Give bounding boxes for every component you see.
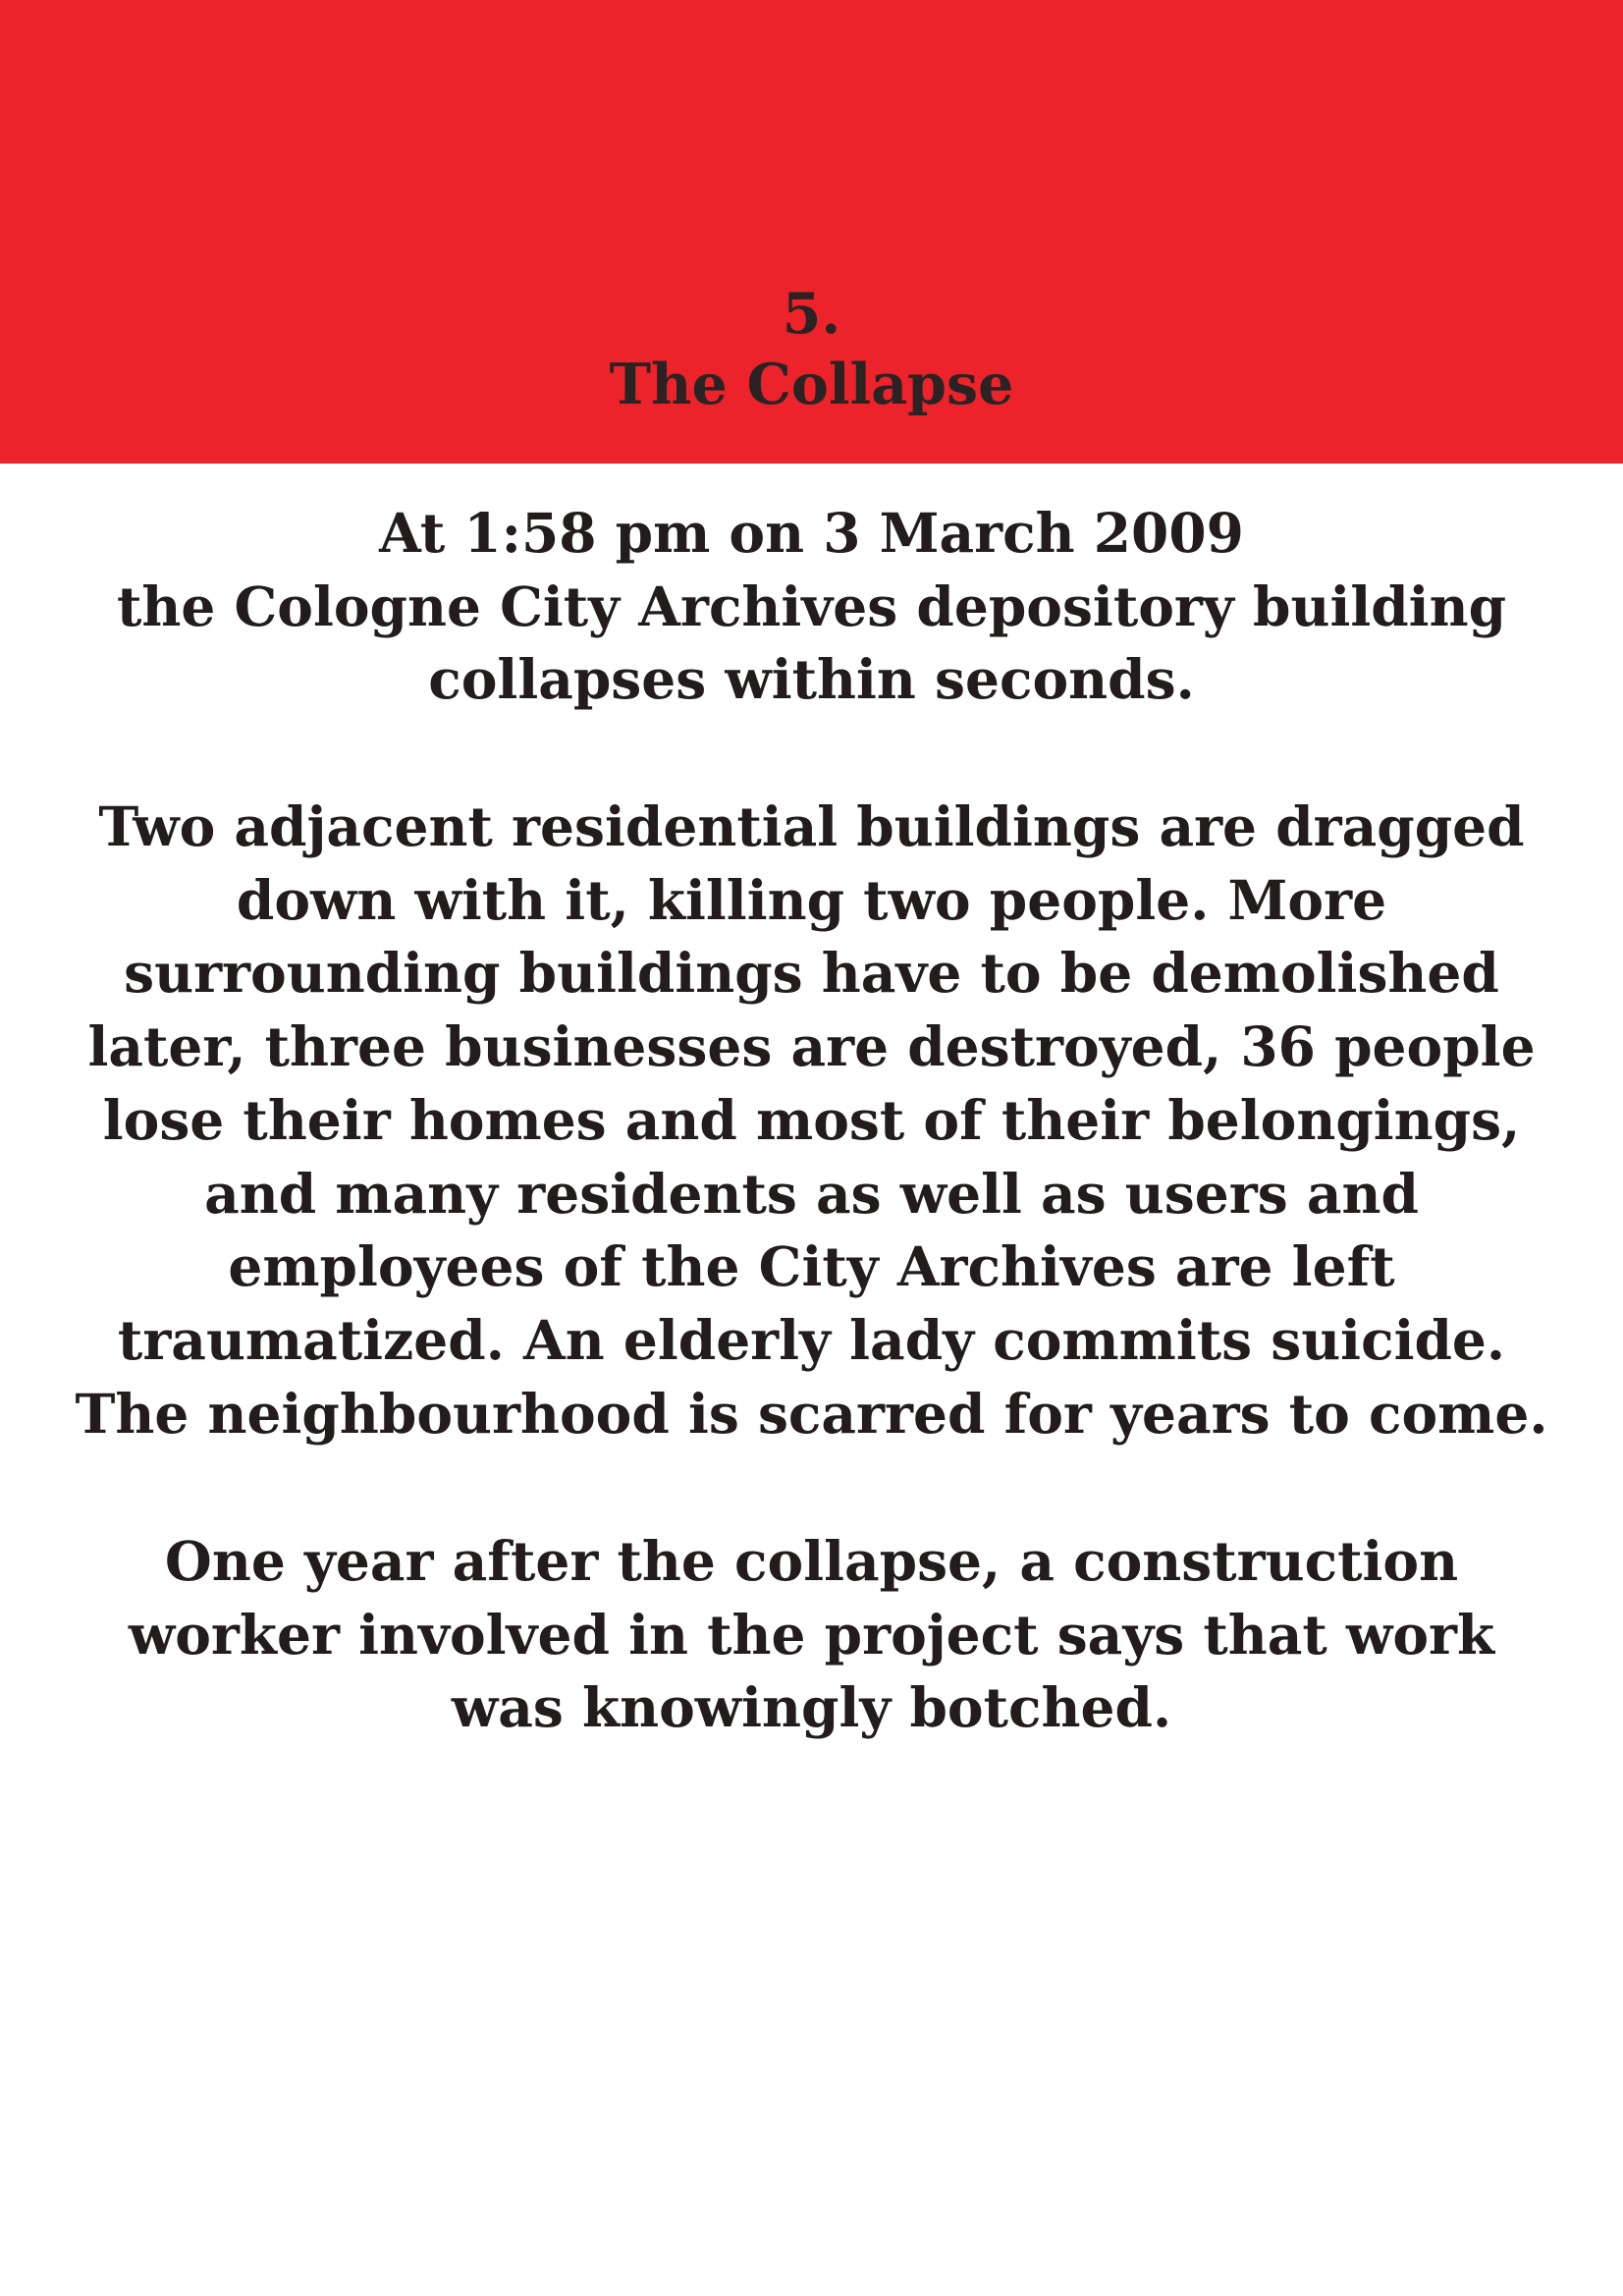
paragraph-line: the Cologne City Archives depository building (116, 574, 1507, 638)
paragraph-line: Two adjacent residential buildings are dragged (98, 794, 1525, 858)
paragraph-line: down with it, killing two people. More (236, 867, 1387, 932)
paragraph-line: later, three businesses are destroyed, 36 people (87, 1014, 1536, 1079)
paragraph-line: and many residents as well as users and (204, 1161, 1419, 1226)
paragraph-line: One year after the collapse, a construction (164, 1529, 1459, 1593)
paragraph-collapse-time (39, 497, 1584, 717)
paragraph-line: The neighbourhood is scarred for years to come. (75, 1381, 1548, 1446)
paragraph-line: surrounding buildings have to be demolished (124, 941, 1499, 1006)
paragraph-line: employees of the City Archives are left (228, 1234, 1395, 1299)
paragraph-line: lose their homes and most of their belongings, (102, 1087, 1521, 1152)
paragraph-line: traumatized. An elderly lady commits suicide. (117, 1307, 1506, 1372)
chapter-number: 5. (782, 281, 841, 347)
paragraph-line: worker involved in the project says that work (128, 1602, 1495, 1667)
paragraph-line: was knowingly botched. (451, 1675, 1172, 1740)
paragraph-worker-statement (39, 1525, 1584, 1745)
chapter-title: The Collapse (609, 352, 1014, 417)
paragraph-line: collapses within seconds. (428, 647, 1195, 712)
paragraph-line: At 1:58 pm on 3 March 2009 (379, 501, 1244, 565)
paragraph-consequences (39, 791, 1584, 1450)
